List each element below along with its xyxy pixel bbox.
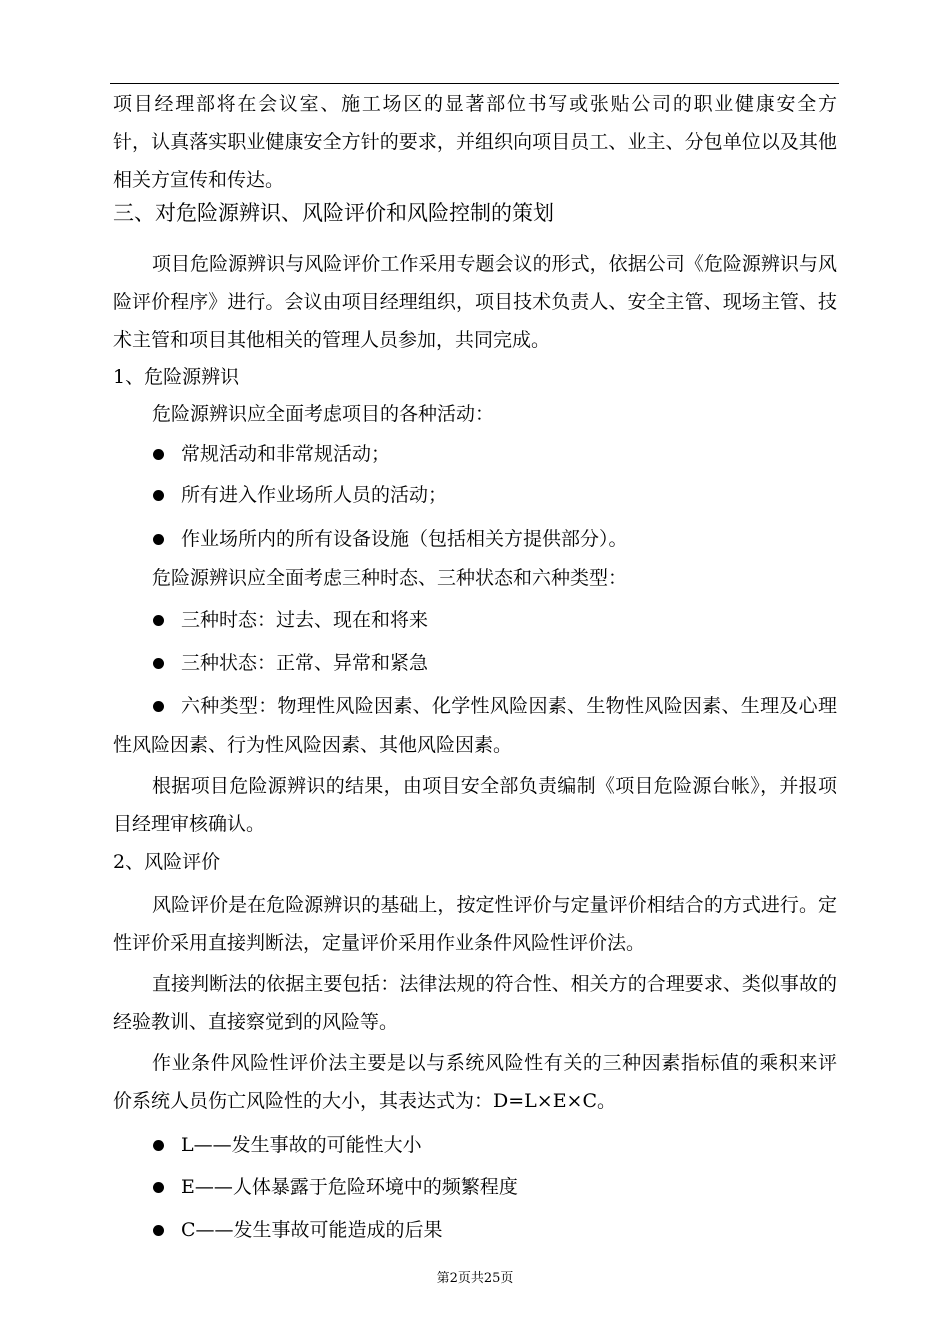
paragraph-3-line-2: 目经理审核确认。 bbox=[113, 813, 266, 835]
paragraph-2-line-1: 项目危险源辨识与风险评价工作采用专题会议的形式，依据公司《危险源辨识与风 bbox=[152, 253, 837, 275]
bullet-icon bbox=[153, 534, 164, 545]
bullet-icon bbox=[153, 1140, 164, 1151]
header-rule bbox=[110, 83, 839, 84]
sub-heading-2: 2、风险评价 bbox=[113, 851, 221, 873]
bullet-icon bbox=[153, 490, 164, 501]
paragraph-6-line-2: 价系统人员伤亡风险性的大小，其表达式为：D=L×E×C。 bbox=[113, 1090, 617, 1112]
intro-states: 危险源辨识应全面考虑三种时态、三种状态和六种类型： bbox=[152, 567, 628, 589]
bullet-icon bbox=[153, 701, 164, 712]
paragraph-4-line-1: 风险评价是在危险源辨识的基础上，按定性评价与定量评价相结合的方式进行。定 bbox=[152, 894, 837, 916]
bullet-icon bbox=[153, 615, 164, 626]
factor-item: L——发生事故的可能性大小 bbox=[181, 1134, 422, 1156]
paragraph-2-line-2: 险评价程序》进行。会议由项目经理组织，项目技术负责人、安全主管、现场主管、技 bbox=[113, 291, 837, 313]
activity-item: 常规活动和非常规活动； bbox=[181, 443, 391, 465]
bullet-icon bbox=[153, 1225, 164, 1236]
bullet-icon bbox=[153, 658, 164, 669]
paragraph-1-line-1: 项目经理部将在会议室、施工场区的显著部位书写或张贴公司的职业健康安全方 bbox=[113, 93, 837, 115]
factor-item: E——人体暴露于危险环境中的频繁程度 bbox=[181, 1176, 518, 1198]
paragraph-1-line-3: 相关方宣传和传达。 bbox=[113, 169, 285, 191]
paragraph-5-line-2: 经验教训、直接察觉到的风险等。 bbox=[113, 1011, 399, 1033]
activity-item: 所有进入作业场所人员的活动； bbox=[181, 484, 448, 506]
bullet-icon bbox=[153, 1182, 164, 1193]
state-item: 三种时态：过去、现在和将来 bbox=[181, 609, 429, 631]
bullet-icon bbox=[153, 449, 164, 460]
paragraph-2-line-3: 术主管和项目其他相关的管理人员参加，共同完成。 bbox=[113, 329, 551, 351]
state-item: 六种类型：物理性风险因素、化学性风险因素、生物性风险因素、生理及心理 bbox=[181, 695, 837, 717]
paragraph-1-line-2: 针，认真落实职业健康安全方针的要求，并组织向项目员工、业主、分包单位以及其他 bbox=[113, 131, 837, 153]
factor-item: C——发生事故可能造成的后果 bbox=[181, 1219, 443, 1241]
paragraph-5-line-1: 直接判断法的依据主要包括：法律法规的符合性、相关方的合理要求、类似事故的 bbox=[152, 973, 837, 995]
intro-activities: 危险源辨识应全面考虑项目的各种活动： bbox=[152, 403, 495, 425]
paragraph-6-line-1: 作业条件风险性评价法主要是以与系统风险性有关的三种因素指标值的乘积来评 bbox=[152, 1052, 837, 1074]
paragraph-3-line-1: 根据项目危险源辨识的结果，由项目安全部负责编制《项目危险源台帐》，并报项 bbox=[152, 775, 837, 797]
paragraph-4-line-2: 性评价采用直接判断法，定量评价采用作业条件风险性评价法。 bbox=[113, 932, 646, 954]
state-item-continuation: 性风险因素、行为性风险因素、其他风险因素。 bbox=[113, 734, 513, 756]
activity-item: 作业场所内的所有设备设施（包括相关方提供部分）。 bbox=[181, 528, 628, 550]
page-footer: 第2页共25页 bbox=[436, 1271, 514, 1286]
state-item: 三种状态：正常、异常和紧急 bbox=[181, 652, 429, 674]
section-heading: 三、对危险源辨识、风险评价和风险控制的策划 bbox=[113, 201, 554, 225]
sub-heading-1: 1、危险源辨识 bbox=[113, 366, 240, 388]
